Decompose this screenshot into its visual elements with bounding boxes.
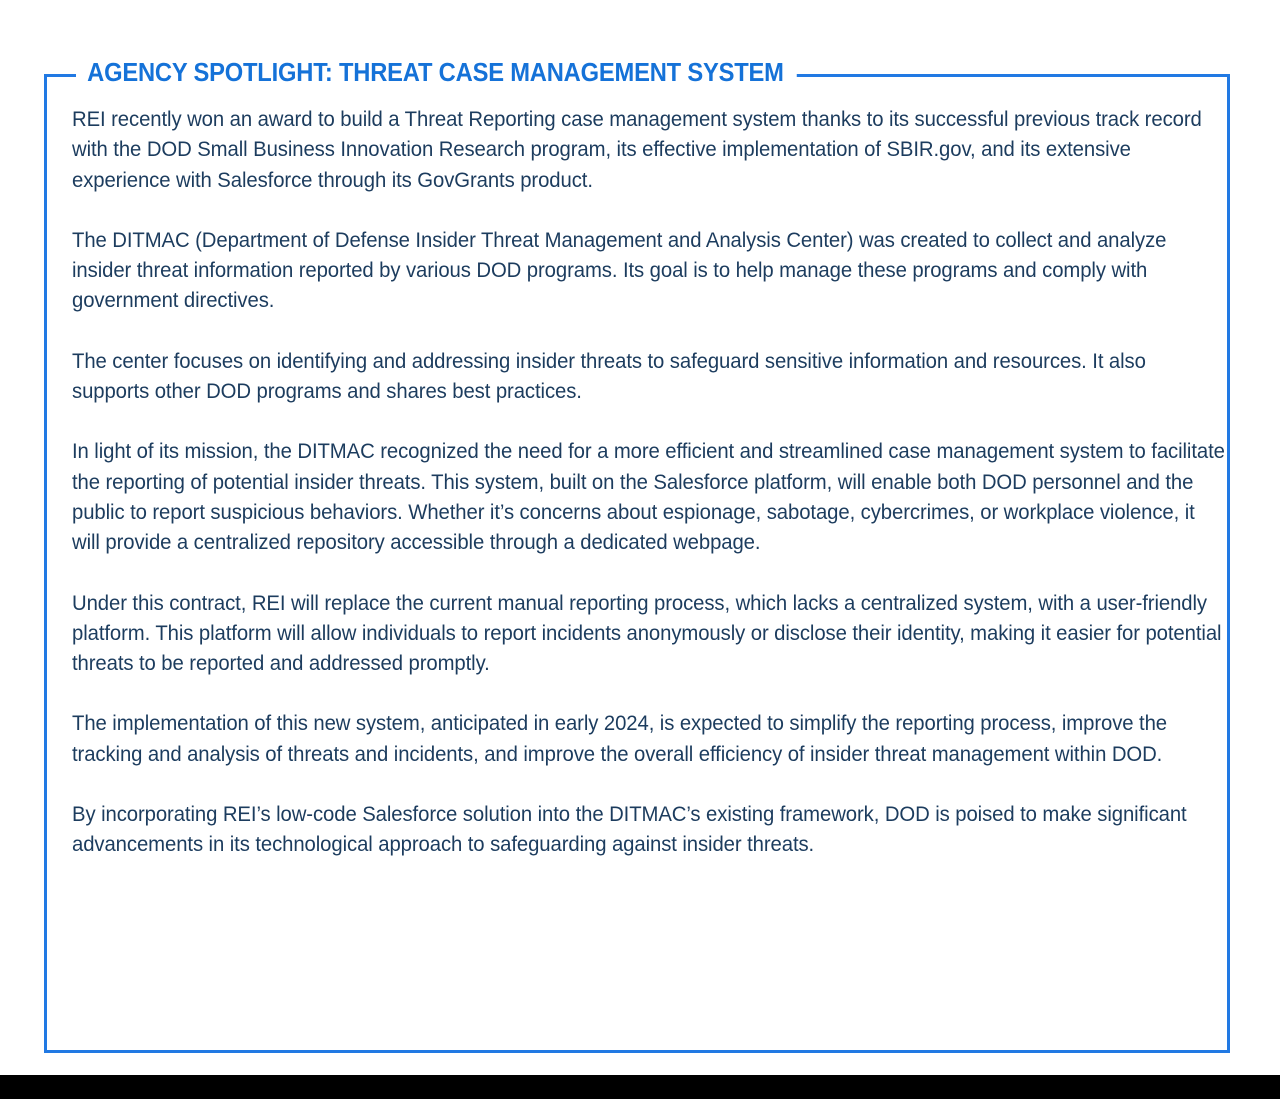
spotlight-body bbox=[44, 104, 1230, 860]
page-title: AGENCY SPOTLIGHT: THREAT CASE MANAGEMENT SYSTEM bbox=[76, 57, 797, 89]
paragraph: The implementation of this new system, anticipated in early 2024, is expected to simplify the reporting process, improve the tracking and analysis of threats and incidents, and improve the overall efficiency of insider threat management within DOD. bbox=[72, 711, 1168, 766]
paragraph: By incorporating REI’s low-code Salesforce solution into the DITMAC’s existing framework, DOD is poised to make significant advancements in its technological approach to safeguarding against insider threats. bbox=[72, 802, 1187, 857]
footer-bar bbox=[0, 1075, 1280, 1099]
paragraph: The DITMAC (Department of Defense Insider Threat Management and Analysis Center) was created to collect and analyze insider threat information reported by various DOD programs. Its goal is to help manage these programs and comply with government directives. bbox=[72, 227, 1167, 313]
paragraph: In light of its mission, the DITMAC recognized the need for a more efficient and streamlined case management system to facilitate the reporting of potential insider threats. This system, built on the Salesforce platform, will enable both DOD personnel and the public to report suspicious behaviors. Whether it’s concerns about espionage, sabotage, cybercrimes, or workplace violence, it will provide a centralized repository accessible through a dedicated webpage. bbox=[72, 439, 1225, 555]
paragraph: Under this contract, REI will replace the current manual reporting process, which lacks a centralized system, with a user-friendly platform. This platform will allow individuals to report incidents anonymously or disclose their identity, making it easier for potential threats to be reported and addressed promptly. bbox=[72, 590, 1222, 676]
paragraph: The center focuses on identifying and addressing insider threats to safeguard sensitive information and resources. It also supports other DOD programs and shares best practices. bbox=[72, 348, 1146, 404]
paragraph: REI recently won an award to build a Threat Reporting case management system thanks to its successful previous track record with the DOD Small Business Innovation Research program, its effective implementation of SBIR.gov, and its extensive experience with Salesforce through its GovGrants product. bbox=[72, 107, 1202, 192]
